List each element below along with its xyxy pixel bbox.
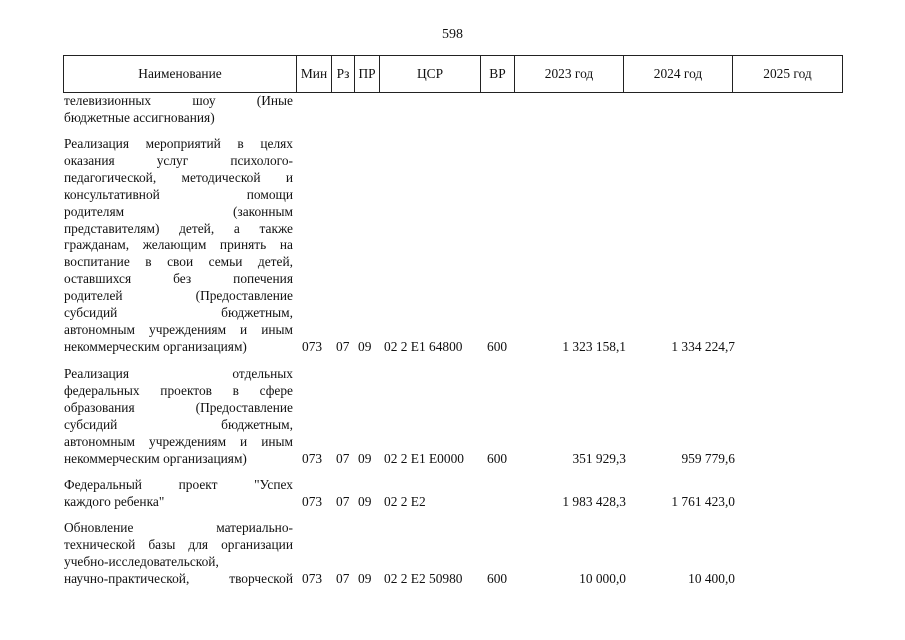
cell-min: 073 bbox=[302, 451, 323, 466]
cell-2024: 10 400,0 bbox=[688, 571, 735, 586]
row-name-line: технической базы для организации bbox=[64, 536, 293, 552]
row-name-line: некоммерческим организациям) bbox=[64, 338, 247, 354]
row-name-line: некоммерческим организациям) bbox=[64, 450, 247, 466]
cell-2023: 10 000,0 bbox=[579, 571, 626, 586]
row-name-line: образования (Предоставление bbox=[64, 399, 293, 415]
row-name bbox=[64, 477, 293, 511]
cell-2024: 1 761 423,0 bbox=[671, 494, 735, 509]
row-name-line: воспитание в свои семьи детей, bbox=[64, 254, 293, 270]
cell-vr: 600 bbox=[487, 451, 508, 466]
header-rz: Рз bbox=[332, 56, 355, 93]
header-pr: ПР bbox=[355, 56, 380, 93]
row-name-line: федеральных проектов в сфере bbox=[64, 382, 293, 398]
row-name-line: научно-практической, творческой bbox=[64, 570, 293, 586]
cell-rz: 07 bbox=[336, 451, 350, 466]
row-name-line: автономным учреждениям и иным bbox=[64, 321, 293, 337]
row-name-line: телевизионных шоу (Иные bbox=[64, 93, 293, 108]
row-name-line: родителей (Предоставление bbox=[64, 288, 293, 304]
cell-rz: 07 bbox=[336, 339, 350, 354]
cell-pr: 09 bbox=[358, 571, 372, 586]
row-name-line: родителям (законным bbox=[64, 203, 293, 219]
row-name-line: субсидий бюджетным, bbox=[64, 416, 293, 432]
cell-csr: 02 2 Е1 64800 bbox=[384, 339, 463, 354]
cell-2024: 1 334 224,7 bbox=[671, 339, 735, 354]
cell-pr: 09 bbox=[358, 451, 372, 466]
cell-min: 073 bbox=[302, 339, 323, 354]
cell-2023: 1 983 428,3 bbox=[562, 494, 626, 509]
table-header bbox=[63, 55, 843, 93]
cell-csr: 02 2 Е2 50980 bbox=[384, 571, 463, 586]
row-name-line: субсидий бюджетным, bbox=[64, 305, 293, 321]
header-min: Мин bbox=[297, 56, 332, 93]
cell-csr: 02 2 Е2 bbox=[384, 494, 426, 509]
cell-rz: 07 bbox=[336, 494, 350, 509]
cell-pr: 09 bbox=[358, 339, 372, 354]
row-name-line: каждого ребенка" bbox=[64, 493, 165, 509]
row-name-line: бюджетные ассигнования) bbox=[64, 109, 215, 125]
row-name bbox=[64, 366, 293, 467]
row-name bbox=[64, 520, 293, 588]
header-vr: ВР bbox=[481, 56, 515, 93]
row-name-line: педагогической, методической и bbox=[64, 169, 293, 185]
header-2024: 2024 год bbox=[624, 56, 733, 93]
row-name-line: консультативной помощи bbox=[64, 186, 293, 202]
row-name bbox=[64, 93, 293, 127]
row-name bbox=[64, 136, 293, 356]
page-number: 598 bbox=[442, 27, 463, 42]
cell-2024: 959 779,6 bbox=[681, 451, 735, 466]
header-name: Наименование bbox=[64, 56, 297, 93]
header-2025: 2025 год bbox=[733, 56, 843, 93]
row-name-line: оставшихся без попечения bbox=[64, 271, 293, 287]
cell-2023: 351 929,3 bbox=[572, 451, 626, 466]
cell-pr: 09 bbox=[358, 494, 372, 509]
cell-csr: 02 2 Е1 Е0000 bbox=[384, 451, 464, 466]
header-csr: ЦСР bbox=[380, 56, 481, 93]
row-name-line: учебно-исследовательской, bbox=[64, 553, 219, 569]
cell-min: 073 bbox=[302, 494, 323, 509]
header-2023: 2023 год bbox=[515, 56, 624, 93]
cell-min: 073 bbox=[302, 571, 323, 586]
row-name-line: гражданам, желающим принять на bbox=[64, 237, 293, 253]
row-name-line: Обновление материально- bbox=[64, 520, 293, 535]
row-name-line: Реализация отдельных bbox=[64, 366, 293, 381]
cell-vr: 600 bbox=[487, 571, 508, 586]
cell-vr: 600 bbox=[487, 339, 508, 354]
cell-2023: 1 323 158,1 bbox=[562, 339, 626, 354]
row-name-line: автономным учреждениям и иным bbox=[64, 433, 293, 449]
row-name-line: оказания услуг психолого- bbox=[64, 152, 293, 168]
row-name-line: представителям) детей, а также bbox=[64, 220, 293, 236]
row-name-line: Реализация мероприятий в целях bbox=[64, 136, 293, 151]
row-name-line: Федеральный проект "Успех bbox=[64, 477, 293, 492]
cell-rz: 07 bbox=[336, 571, 350, 586]
